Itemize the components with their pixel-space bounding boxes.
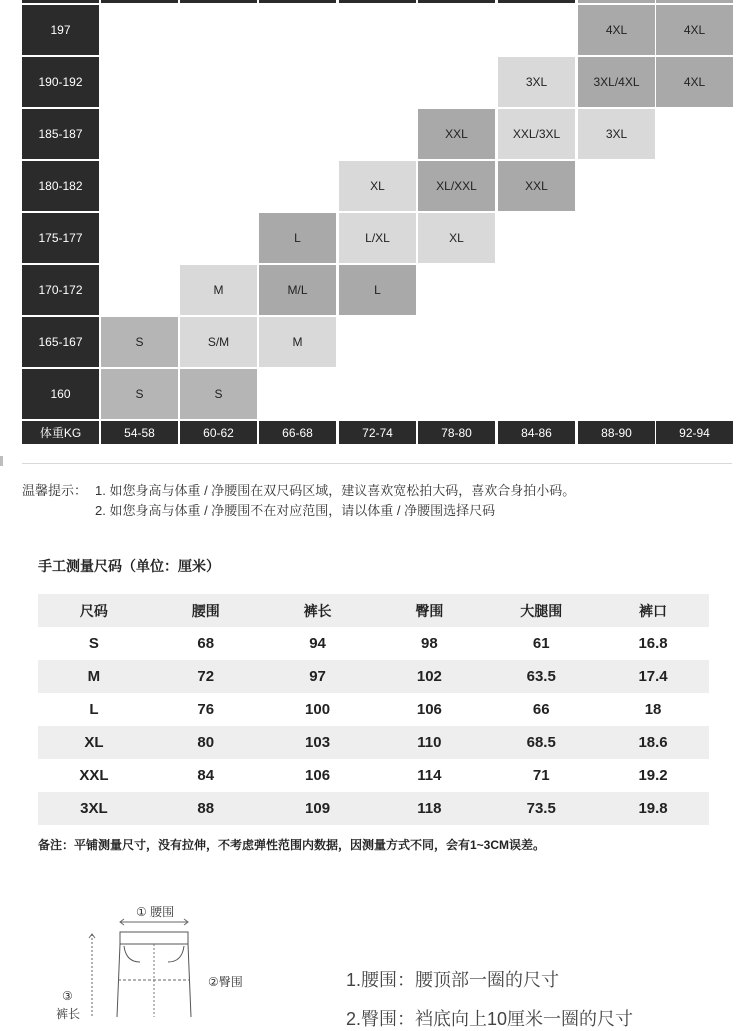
grid-top-edge	[418, 0, 495, 3]
size-cell: XL	[339, 161, 416, 211]
size-cell: XXL/3XL	[498, 109, 575, 159]
table-cell: M	[87, 668, 101, 685]
table-row	[38, 726, 709, 759]
size-cell: S/M	[180, 317, 257, 367]
table-cell: 61	[532, 635, 550, 652]
weight-label: 72-74	[339, 421, 416, 444]
table-cell: 3XL	[80, 800, 108, 817]
size-chart-grid	[0, 0, 750, 448]
table-cell: 76	[197, 701, 215, 718]
table-cell: XL	[84, 734, 104, 751]
table-cell: 114	[417, 767, 442, 784]
table-cell: 18	[644, 701, 662, 718]
height-label: 160	[22, 369, 99, 419]
size-cell: L	[259, 213, 336, 263]
hip-description: 2.臀围：裆底向上10厘米一圈的尺寸	[346, 1009, 634, 1029]
table-cell: 17.4	[638, 668, 668, 685]
weight-label: 88-90	[578, 421, 655, 444]
column-header: 大腿围	[520, 602, 563, 619]
height-label: 175-177	[22, 213, 99, 263]
column-header: 裤口	[639, 602, 668, 619]
size-cell: XXL	[498, 161, 575, 211]
size-cell: S	[101, 317, 178, 367]
table-cell: 73.5	[526, 800, 556, 817]
table-cell: 98	[421, 635, 438, 652]
table-cell: 100	[305, 701, 331, 718]
table-cell: 72	[197, 668, 215, 685]
table-cell: XXL	[79, 767, 109, 784]
height-label: 165-167	[22, 317, 99, 367]
table-cell: 88	[197, 800, 215, 817]
weight-header: 体重KG	[22, 421, 99, 444]
column-header: 尺码	[79, 602, 108, 619]
size-cell: XXL	[418, 109, 495, 159]
weight-label: 78-80	[418, 421, 495, 444]
tip-line-2: 2. 如您身高与体重 / 净腰围不在对应范围，请以体重 / 净腰围选择尺码	[95, 503, 496, 518]
table-cell: 106	[305, 767, 331, 784]
table-cell: 19.2	[638, 767, 668, 784]
height-label: 170-172	[22, 265, 99, 315]
table-cell: 84	[197, 767, 215, 784]
divider-mark	[0, 456, 3, 466]
table-cell: 106	[416, 701, 442, 718]
hip-label: ②臀围	[208, 975, 243, 989]
table-cell: 80	[197, 734, 215, 751]
measurement-note: 备注：平铺测量尺寸，没有拉伸，不考虑弹性范围内数据，因测量方式不同，会有1~3CM误差。	[38, 838, 546, 852]
table-cell: 19.8	[638, 800, 668, 817]
size-cell: M	[259, 317, 336, 367]
grid-top-edge	[578, 0, 655, 3]
column-header: 裤长	[303, 602, 332, 619]
grid-top-edge	[180, 0, 257, 3]
table-row	[38, 792, 709, 825]
size-cell: 4XL	[656, 5, 733, 55]
size-cell: XL/XXL	[418, 161, 495, 211]
table-cell: 18.6	[638, 734, 668, 751]
tips-prefix: 温馨提示：	[22, 483, 88, 498]
table-cell: 97	[309, 668, 326, 685]
waist-description: 1.腰围：腰顶部一圈的尺寸	[346, 970, 560, 990]
grid-top-edge	[259, 0, 336, 3]
length-number: ③	[62, 989, 73, 1003]
weight-label: 92-94	[656, 421, 733, 444]
table-cell: 110	[417, 734, 442, 751]
grid-top-edge	[656, 0, 733, 3]
table-cell: 16.8	[638, 635, 668, 652]
grid-top-edge	[498, 0, 575, 3]
grid-top-edge	[339, 0, 416, 3]
grid-top-edge	[22, 0, 99, 3]
height-label: 180-182	[22, 161, 99, 211]
column-header: 腰围	[191, 602, 220, 619]
height-label: 185-187	[22, 109, 99, 159]
table-row	[38, 693, 709, 726]
table-cell: 94	[309, 635, 326, 652]
size-cell: S	[180, 369, 257, 419]
table-cell: S	[88, 635, 99, 652]
weight-label: 54-58	[101, 421, 178, 444]
size-cell: XL	[418, 213, 495, 263]
table-cell: L	[89, 701, 99, 718]
table-cell: 68.5	[526, 734, 556, 751]
table-header-row	[38, 594, 709, 627]
table-cell: 102	[416, 668, 442, 685]
size-cell: 3XL	[578, 109, 655, 159]
weight-label: 60-62	[180, 421, 257, 444]
column-header: 臀围	[415, 602, 444, 619]
size-cell: M	[180, 265, 257, 315]
weight-label: 84-86	[498, 421, 575, 444]
size-cell: 3XL/4XL	[578, 57, 655, 107]
size-cell: S	[101, 369, 178, 419]
tip-line-1: 1. 如您身高与体重 / 净腰围在双尺码区域，建议喜欢宽松拍大码，喜欢合身拍小码。	[95, 483, 576, 498]
size-cell: 4XL	[656, 57, 733, 107]
size-cell: 4XL	[578, 5, 655, 55]
length-label: 裤长	[56, 1007, 81, 1021]
table-cell: 63.5	[526, 668, 556, 685]
table-row	[38, 660, 709, 693]
measure-table	[38, 594, 709, 825]
pants-diagram	[40, 896, 300, 1021]
size-cell: L/XL	[339, 213, 416, 263]
height-label: 190-192	[22, 57, 99, 107]
size-cell: M/L	[259, 265, 336, 315]
measure-table-title: 手工测量尺码（单位：厘米）	[38, 558, 220, 574]
weight-label: 66-68	[259, 421, 336, 444]
table-cell: 109	[305, 800, 331, 817]
height-label: 197	[22, 5, 99, 55]
waist-label: ① 腰围	[136, 905, 175, 919]
table-row	[38, 627, 709, 660]
table-row	[38, 759, 709, 792]
table-cell: 71	[532, 767, 550, 784]
table-cell: 66	[532, 701, 550, 718]
table-cell: 68	[197, 635, 215, 652]
size-cell: 3XL	[498, 57, 575, 107]
table-cell: 118	[417, 800, 442, 817]
size-cell: L	[339, 265, 416, 315]
grid-top-edge	[101, 0, 178, 3]
divider	[22, 463, 732, 464]
table-cell: 103	[305, 734, 331, 751]
